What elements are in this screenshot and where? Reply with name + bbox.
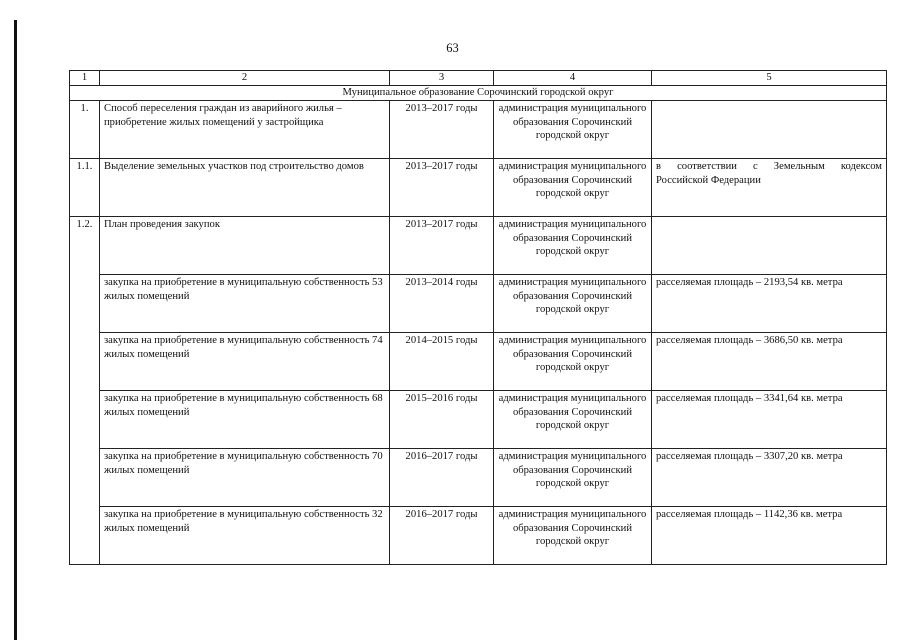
note-cell <box>652 217 887 275</box>
scan-edge-line <box>14 20 17 640</box>
row-number: 1.2. <box>70 217 100 275</box>
measures-table <box>69 70 887 565</box>
table-row <box>70 217 887 275</box>
period-cell: 2016–2017 годы <box>390 507 494 565</box>
note-cell: расселяемая площадь – 2193,54 кв. метра <box>652 275 887 333</box>
table-row <box>70 449 887 507</box>
row-number <box>70 507 100 565</box>
measure-text: Способ переселения граждан из аварийного жилья – приобретение жилых помещений у застройщика <box>100 101 390 159</box>
period-cell: 2013–2017 годы <box>390 159 494 217</box>
row-number <box>70 333 100 391</box>
row-number <box>70 391 100 449</box>
column-header: 2 <box>100 71 390 86</box>
column-header: 4 <box>494 71 652 86</box>
executor-cell: администрация муниципального образования Сорочинский городской округ <box>494 391 652 449</box>
measure-text: План проведения закупок <box>100 217 390 275</box>
note-cell: в соответствии с Земельным кодексом Российской Федерации <box>652 159 887 217</box>
page-number: 63 <box>446 41 459 55</box>
executor-cell: администрация муниципального образования Сорочинский городской округ <box>494 101 652 159</box>
table-row <box>70 275 887 333</box>
executor-cell: администрация муниципального образования Сорочинский городской округ <box>494 507 652 565</box>
section-row <box>70 86 887 101</box>
column-header: 5 <box>652 71 887 86</box>
executor-cell: администрация муниципального образования Сорочинский городской округ <box>494 159 652 217</box>
note-cell: расселяемая площадь – 1142,36 кв. метра <box>652 507 887 565</box>
period-cell: 2013–2017 годы <box>390 101 494 159</box>
column-header: 1 <box>70 71 100 86</box>
table-row <box>70 101 887 159</box>
executor-cell: администрация муниципального образования Сорочинский городской округ <box>494 217 652 275</box>
table-row <box>70 391 887 449</box>
row-number <box>70 275 100 333</box>
table-row <box>70 507 887 565</box>
note-cell <box>652 101 887 159</box>
measure-text: закупка на приобретение в муниципальную собственность 32 жилых помещений <box>100 507 390 565</box>
measure-text: закупка на приобретение в муниципальную собственность 68 жилых помещений <box>100 391 390 449</box>
executor-cell: администрация муниципального образования Сорочинский городской округ <box>494 275 652 333</box>
measure-text: закупка на приобретение в муниципальную собственность 70 жилых помещений <box>100 449 390 507</box>
table-header-row <box>70 71 887 86</box>
column-header: 3 <box>390 71 494 86</box>
period-cell: 2014–2015 годы <box>390 333 494 391</box>
measure-text: закупка на приобретение в муниципальную собственность 74 жилых помещений <box>100 333 390 391</box>
table-row <box>70 159 887 217</box>
section-title: Муниципальное образование Сорочинский городской округ <box>70 86 887 101</box>
period-cell: 2013–2014 годы <box>390 275 494 333</box>
row-number <box>70 449 100 507</box>
period-cell: 2013–2017 годы <box>390 217 494 275</box>
executor-cell: администрация муниципального образования Сорочинский городской округ <box>494 449 652 507</box>
note-cell: расселяемая площадь – 3686,50 кв. метра <box>652 333 887 391</box>
row-number: 1.1. <box>70 159 100 217</box>
note-cell: расселяемая площадь – 3307,20 кв. метра <box>652 449 887 507</box>
period-cell: 2015–2016 годы <box>390 391 494 449</box>
measure-text: Выделение земельных участков под строительство домов <box>100 159 390 217</box>
measure-text: закупка на приобретение в муниципальную собственность 53 жилых помещений <box>100 275 390 333</box>
table-row <box>70 333 887 391</box>
executor-cell: администрация муниципального образования Сорочинский городской округ <box>494 333 652 391</box>
note-cell: расселяемая площадь – 3341,64 кв. метра <box>652 391 887 449</box>
row-number: 1. <box>70 101 100 159</box>
period-cell: 2016–2017 годы <box>390 449 494 507</box>
